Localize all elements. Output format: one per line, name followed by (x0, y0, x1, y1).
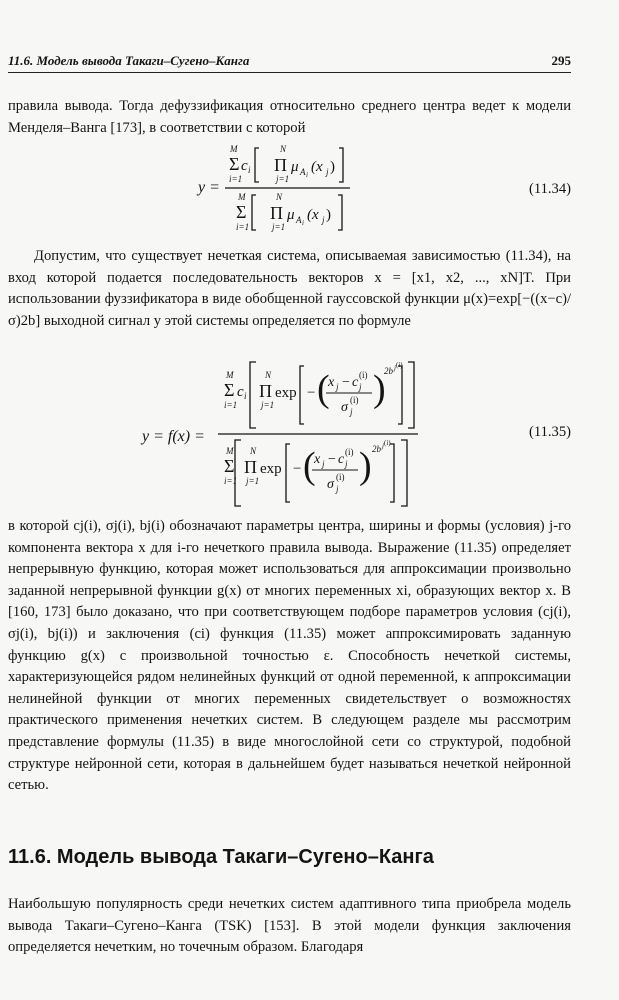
svg-text:(i): (i) (350, 395, 359, 405)
svg-text:M: M (230, 144, 238, 154)
equation-number-11-35: (11.35) (528, 424, 571, 440)
paragraph-1: правила вывода. Тогда дефуззификация относительно среднего центра ведет к модели Менделя–Ванга [173], в соответствии с которой (8, 98, 571, 136)
svg-text:N: N (280, 144, 287, 154)
equation-number-11-34: (11.34) (528, 181, 571, 197)
svg-text:μ: μ (287, 207, 295, 223)
svg-text:j: j (322, 215, 325, 225)
svg-text:j=1: j=1 (272, 222, 286, 232)
svg-text:exp: exp (275, 385, 297, 401)
svg-text:Π: Π (270, 203, 283, 223)
svg-text:(i): (i) (384, 439, 391, 447)
svg-text:(x: (x (307, 207, 319, 223)
svg-text:c: c (352, 375, 359, 390)
svg-text:y =: y = (198, 179, 220, 196)
svg-text:i: i (302, 219, 304, 227)
svg-text:j=1: j=1 (261, 400, 275, 410)
svg-text:A: A (300, 167, 306, 177)
svg-text:j: j (394, 364, 396, 372)
svg-text:Π: Π (274, 155, 287, 175)
svg-text:M: M (226, 446, 234, 456)
svg-text:Σ: Σ (224, 456, 235, 476)
svg-text:x: x (328, 375, 335, 390)
equation-11-35 (0, 360, 619, 508)
running-head (8, 52, 571, 73)
svg-text:x: x (314, 452, 321, 467)
svg-text:): ) (330, 159, 335, 175)
svg-text:c: c (237, 384, 244, 400)
svg-text:μ: μ (291, 159, 299, 175)
svg-text:(x: (x (311, 159, 323, 175)
svg-text:j=1: j=1 (276, 174, 290, 184)
svg-text:Σ: Σ (224, 380, 235, 400)
svg-text:(: ( (317, 368, 330, 410)
svg-text:(i): (i) (336, 472, 345, 482)
svg-text:y = f(x) =: y = f(x) = (142, 428, 205, 445)
svg-text:i=1: i=1 (224, 400, 238, 410)
svg-text:Π: Π (259, 381, 272, 401)
svg-text:M: M (238, 192, 246, 202)
svg-text:2b: 2b (372, 444, 381, 454)
section-heading: 11.6. Модель вывода Такаги–Сугено–Канга (8, 846, 434, 868)
paragraph-2-text: Допустим, что существует нечеткая система, описываемая зависимостью (11.34), на вход которой подается последовательность векторов x = [x1, x2, ..., xN]T. При использовании фуззификатора в виде обобщенной гауссовской функции μ(x)=exp[−((x−c)/σ)2b] выходной сигнал у этой системы определяется по формуле (8, 248, 571, 329)
svg-text:i=1: i=1 (224, 476, 238, 486)
svg-text:j=1: j=1 (246, 476, 260, 486)
svg-text:(i): (i) (396, 361, 403, 369)
svg-text:σ: σ (327, 477, 334, 492)
svg-text:(i): (i) (345, 447, 354, 457)
svg-text:M: M (226, 370, 234, 380)
svg-text:c: c (241, 158, 248, 174)
svg-text:Π: Π (244, 457, 257, 477)
svg-text:): ) (359, 445, 372, 487)
svg-text:Σ: Σ (236, 202, 247, 222)
svg-text:i=1: i=1 (236, 222, 250, 232)
svg-text:j: j (382, 442, 384, 450)
svg-text:Σ: Σ (229, 154, 240, 174)
svg-text:i: i (244, 391, 247, 401)
svg-text:j: j (359, 382, 362, 392)
svg-text:2b: 2b (384, 366, 393, 376)
svg-text:j: j (326, 167, 329, 177)
svg-text:N: N (276, 192, 283, 202)
svg-text:j: j (322, 459, 325, 469)
svg-text:−: − (307, 385, 316, 401)
svg-text:A: A (296, 215, 302, 225)
running-head-title: 11.6. Модель вывода Такаги–Сугено–Канга (8, 53, 250, 68)
svg-text:j: j (336, 484, 339, 494)
svg-text:N: N (265, 370, 272, 380)
svg-text:exp: exp (260, 461, 282, 477)
svg-text:(i): (i) (359, 370, 368, 380)
svg-text:−: − (342, 375, 350, 390)
svg-text:−: − (328, 452, 336, 467)
equation-11-34-graphic (0, 138, 619, 234)
svg-text:j: j (350, 407, 353, 417)
svg-text:i: i (248, 165, 251, 175)
paragraph-3: в которой cj(i), σj(i), bj(i) обозначают параметры центра, ширины и формы (условия) j-го компонента вектора x для i-го нечеткого правила вывода. Выражение (11.35) определяет непрерывную функцию, которая может использоваться для аппроксимации произвольно заданной непрерывной функции g(x) от многих переменных xi, образующих вектор x. В [160, 173] было доказано, что при соответствующем подборе параметров условия (cj(i), σj(i), bj(i)) и заключения (ci) функция (11.35) может аппроксимировать заданную функцию g(x) с произвольной точностью ε. Способность нечеткой системы, характеризующейся рядом нелинейных функций от одной переменной, к аппроксимации нелинейной функции от многих переменных свидетельствует о возможностях практического применения нечетких систем. В следующем разделе мы рассмотрим представление формулы (11.35) в виде многослойной сети со структурой, подобной структуре нейронной сети, которая в дальнейшем будет называться нечеткой нейронной сетью. (8, 518, 571, 794)
svg-text:(: ( (303, 445, 316, 487)
svg-text:j: j (336, 382, 339, 392)
svg-text:−: − (293, 461, 302, 477)
paragraph-2 (8, 246, 571, 332)
svg-text:): ) (373, 368, 386, 410)
page-number: 295 (551, 53, 571, 68)
svg-text:): ) (326, 207, 331, 223)
equation-11-35-graphic (0, 360, 619, 508)
paragraph-4: Наибольшую популярность среди нечетких систем адаптивного типа приобрела модель вывода Такаги–Сугено–Канга (TSK) [153]. В этой модели функция заключения определяется нечетким, но точечным образом. Благодаря (8, 896, 571, 956)
equation-11-34 (0, 138, 619, 234)
svg-text:j: j (345, 459, 348, 469)
svg-text:σ: σ (341, 400, 348, 415)
svg-text:i: i (306, 171, 308, 179)
svg-text:i=1: i=1 (229, 174, 243, 184)
svg-text:N: N (250, 446, 257, 456)
svg-text:c: c (338, 452, 345, 467)
